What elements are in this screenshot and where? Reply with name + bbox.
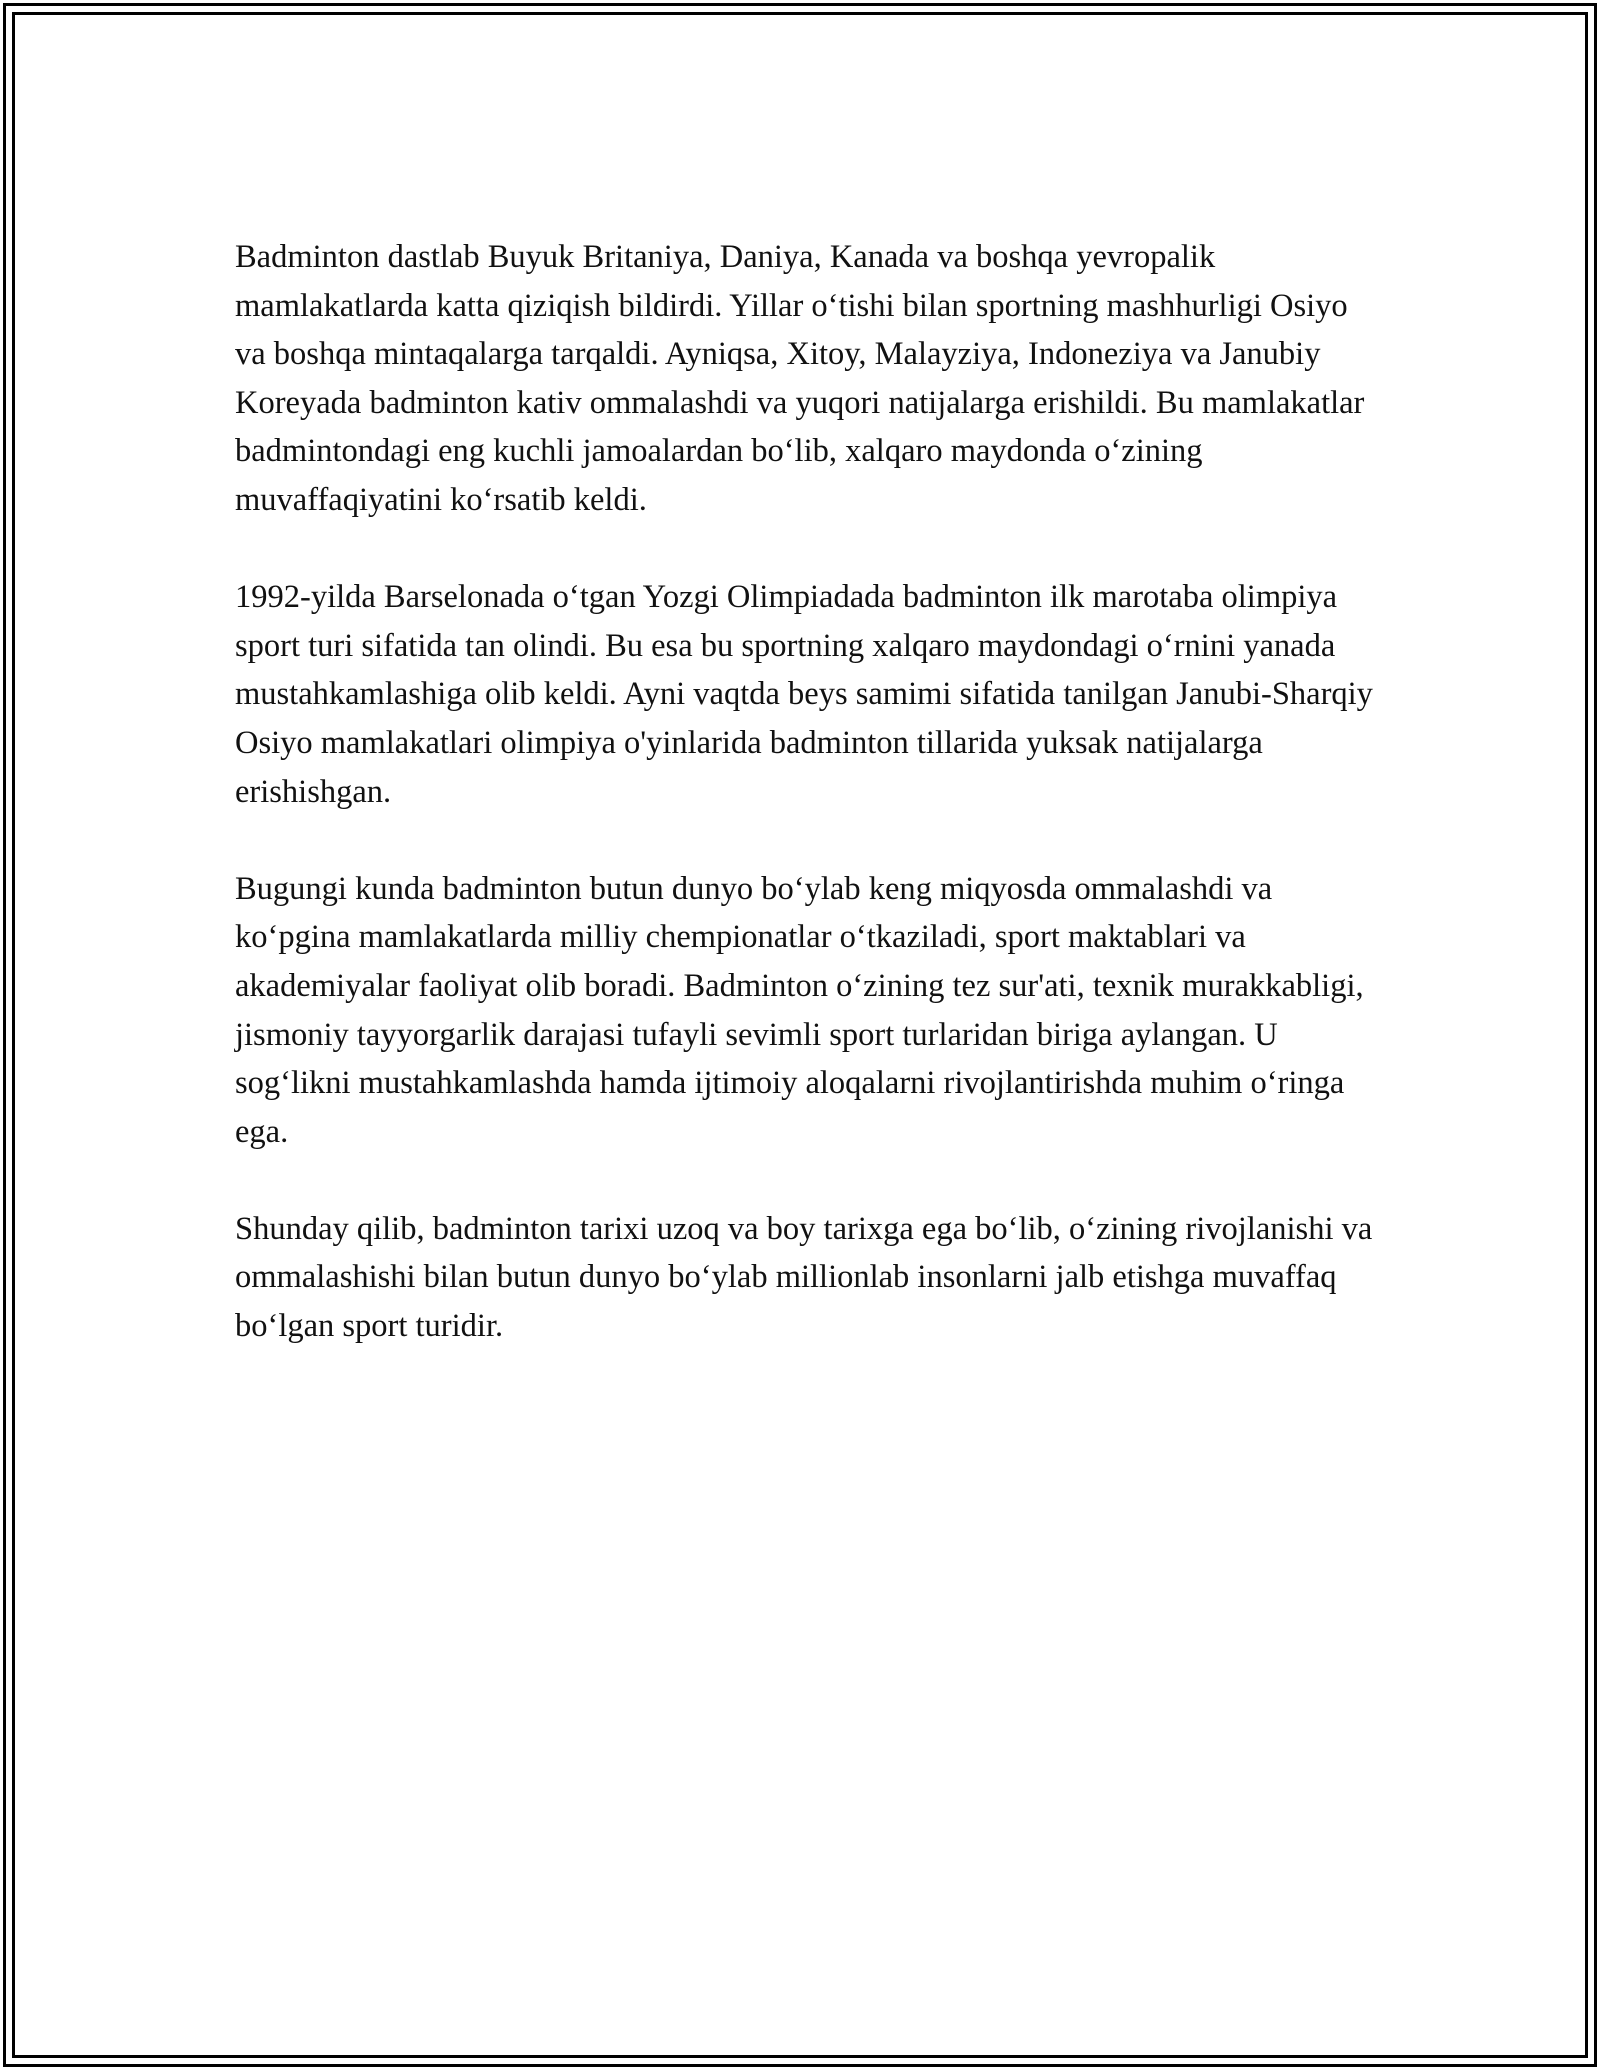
paragraph-4: Shunday qilib, badminton tarixi uzoq va boy tarixga ega bo‘lib, o‘zining rivojlanishi va ommalashishi bilan butun dunyo bo‘ylab millionlab insonlarni jalb etishga muvaffaq bo‘lgan sport turidir.	[235, 1210, 1373, 1345]
paragraph-2: 1992-yilda Barselonada o‘tgan Yozgi Olimpiadada badminton ilk marotaba olimpiya sport turi sifatida tan olindi. Bu esa bu sportning xalqaro maydondagi o‘rnini yanada mustahkamlashiga olib keldi. Ayni vaqtda beys samimi sifatida tanilgan Janubi-Sharqiy Osiyo mamlakatlari olimpiya o'yinlarida badminton tillarida yuksak natijalarga erishishgan.	[235, 579, 1373, 810]
paragraph-3: Bugungi kunda badminton butun dunyo bo‘ylab keng miqyosda ommalashdi va ko‘pgina mamlakatlarda milliy chempionatlar o‘tkaziladi, sport maktablari va akademiyalar faoliyat olib boradi. Badminton o‘zining tez sur'ati, texnik murakkabligi, jismoniy tayyorgarlik darajasi tufayli sevimli sport turlaridan biriga aylangan. U sog‘likni mustahkamlashda hamda ijtimoiy aloqalarni rivojlantirishda muhim o‘ringa ega.	[235, 870, 1364, 1150]
document-body	[235, 233, 1385, 1399]
paragraph-1: Badminton dastlab Buyuk Britaniya, Daniya, Kanada va boshqa yevropalik mamlakatlarda katta qiziqish bildirdi. Yillar o‘tishi bilan sportning mashhurligi Osiyo va boshqa mintaqalarga tarqaldi. Ayniqsa, Xitoy, Malayziya, Indoneziya va Janubiy Koreyada badminton kativ ommalashdi va yuqori natijalarga erishildi. Bu mamlakatlar badmintondagi eng kuchli jamoalardan bo‘lib, xalqaro maydonda o‘zining muvaffaqiyatini ko‘rsatib keldi.	[235, 239, 1365, 518]
